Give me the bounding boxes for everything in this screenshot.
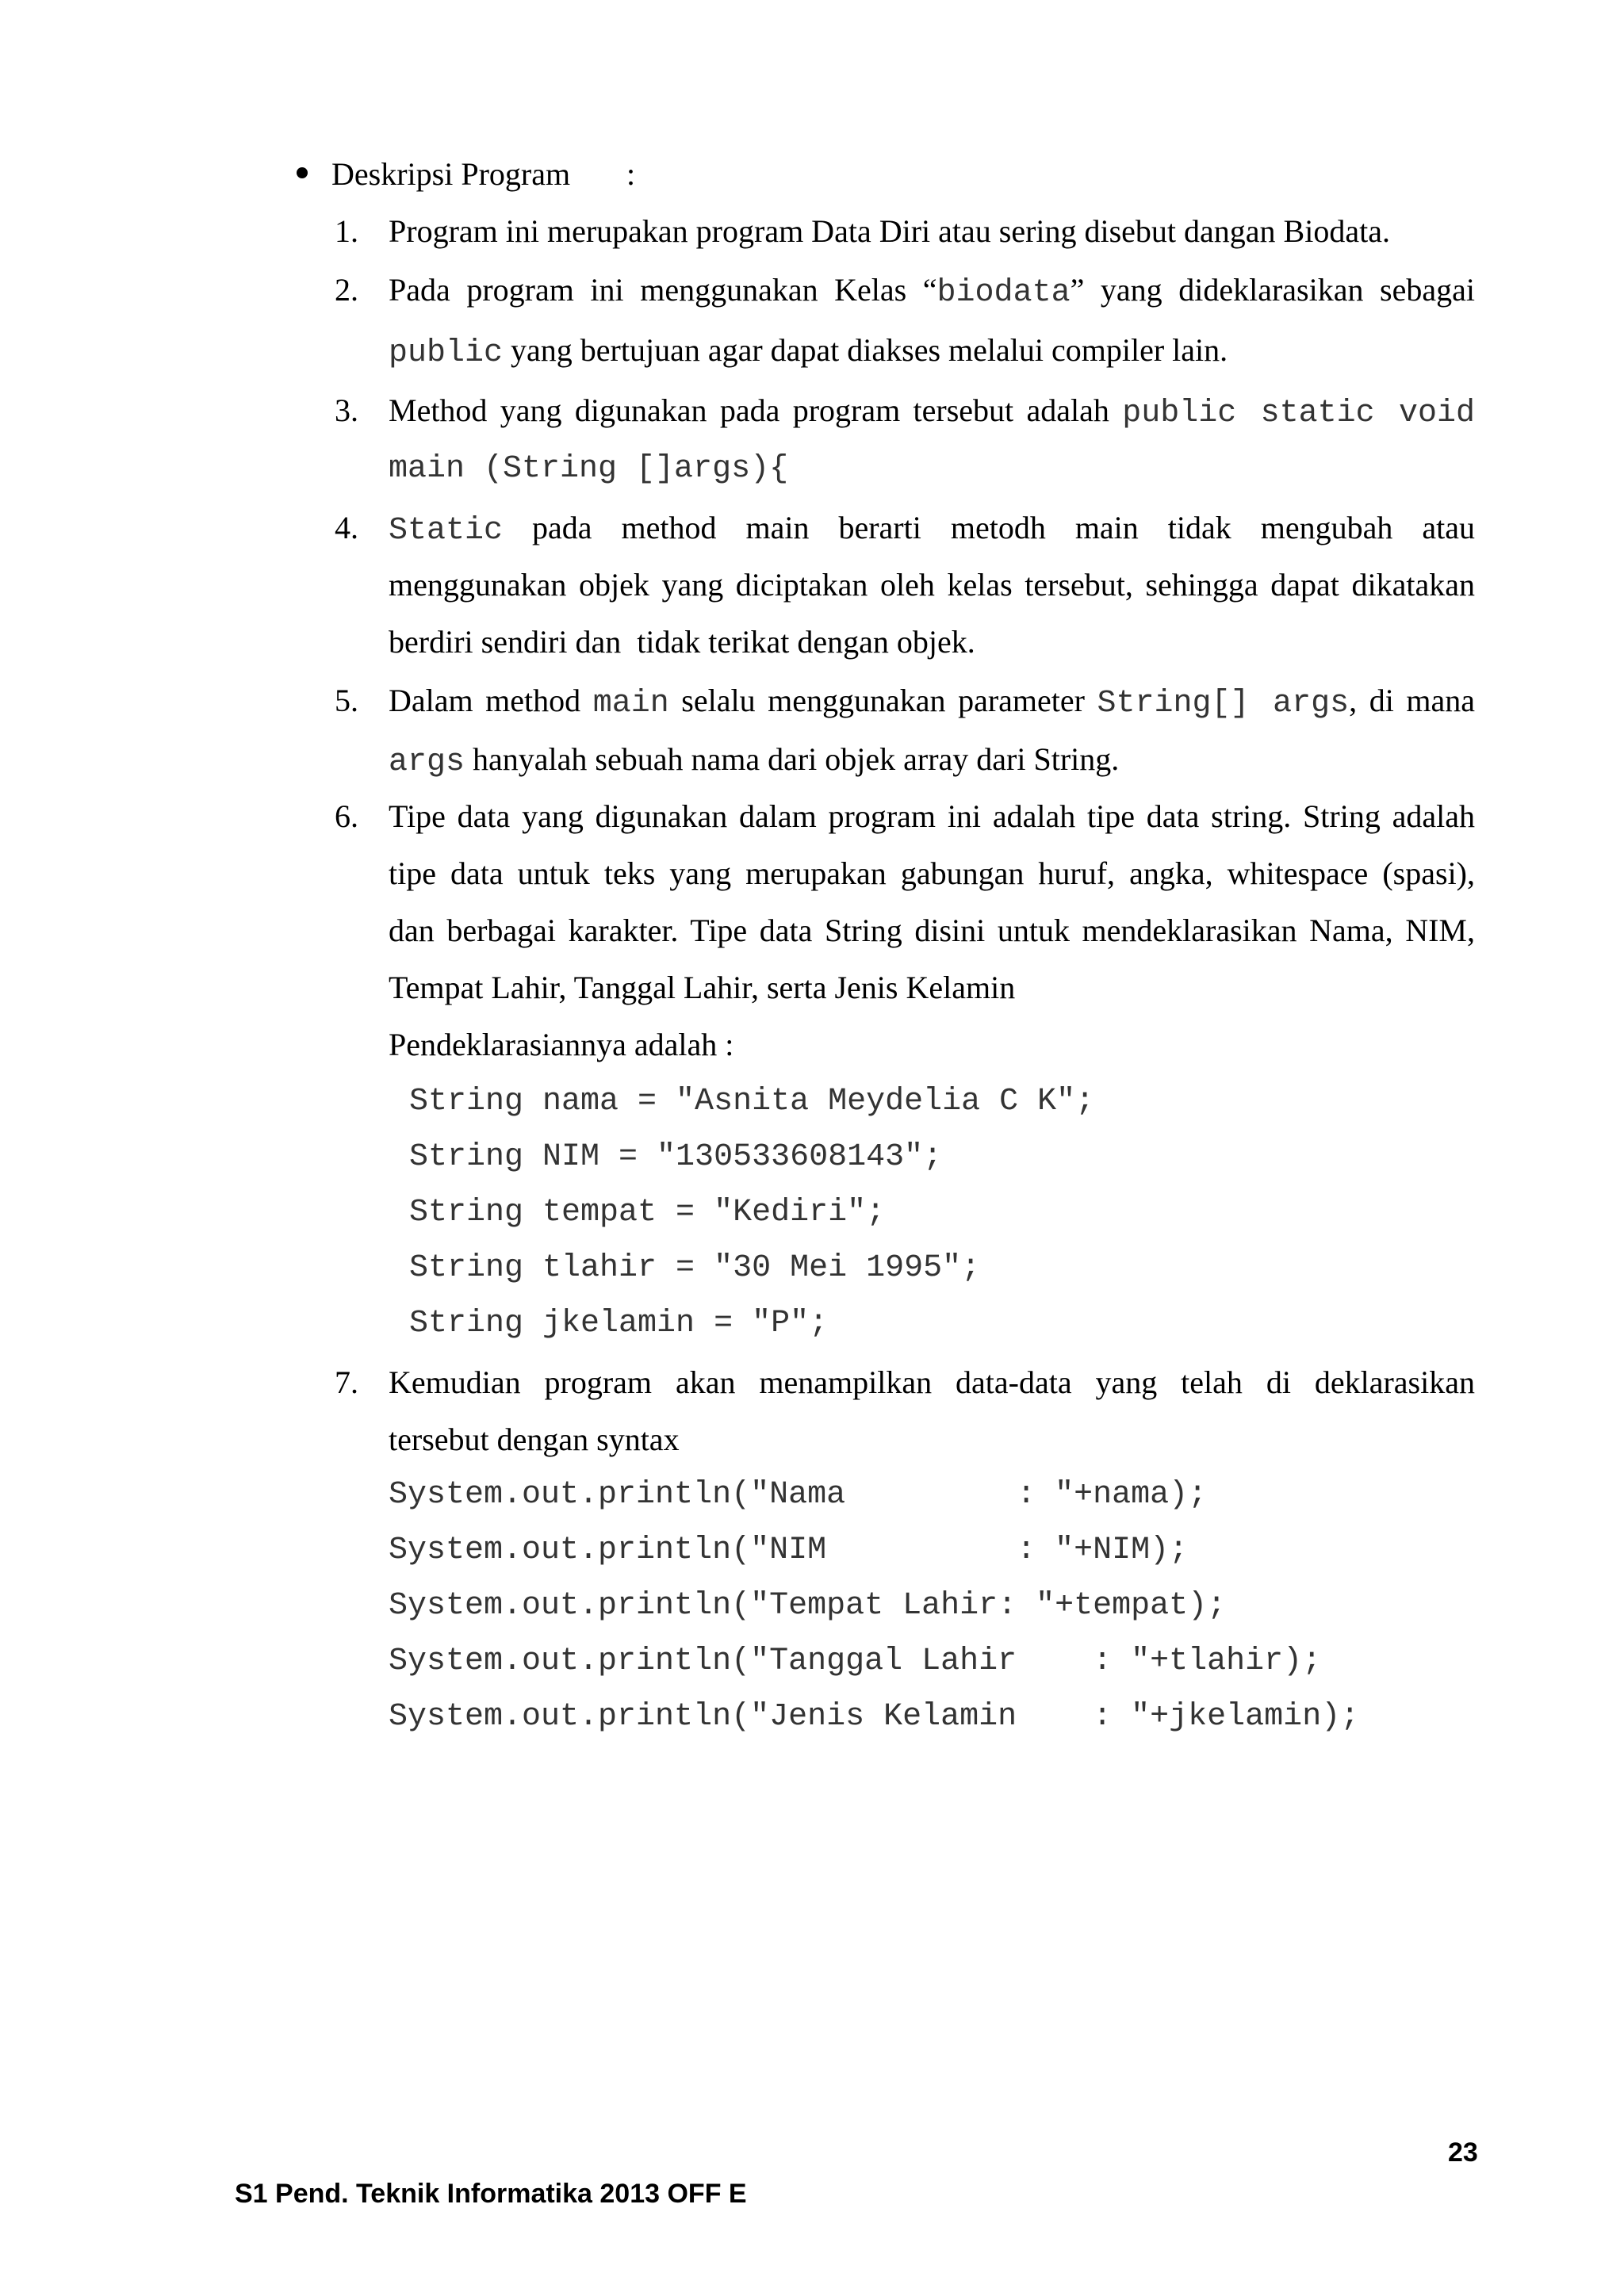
inline-code: String[] args: [1097, 686, 1350, 721]
code-line: String jkelamin = "P";: [409, 1306, 829, 1341]
code-line: String tempat = "Kediri";: [409, 1195, 886, 1230]
inline-code: biodata: [936, 275, 1071, 311]
code-line: String tlahir = "30 Mei 1995";: [409, 1250, 981, 1286]
item-number: 6.: [335, 798, 358, 834]
heading-colon: :: [626, 156, 636, 192]
item-text: Dalam method main selalu menggunakan parameter String[] args, di mana: [389, 683, 1475, 721]
inline-code: public static void: [1122, 396, 1475, 431]
item-text: args hanyalah sebuah nama dari objek array dari String.: [389, 741, 1120, 780]
item-text: tipe data untuk teks yang merupakan gabungan huruf, angka, whitespace (spasi),: [389, 855, 1475, 891]
item-number: 1.: [335, 213, 358, 249]
page-number: 23: [1448, 2137, 1478, 2168]
item-number: 4.: [335, 510, 358, 545]
item-text: Tempat Lahir, Tanggal Lahir, serta Jenis Kelamin: [389, 970, 1016, 1005]
item-text: Static pada method main berarti metodh main tidak mengubah atau: [389, 510, 1475, 549]
item-text: public yang bertujuan agar dapat diakses melalui compiler lain.: [389, 332, 1228, 371]
item-number: 2.: [335, 272, 358, 308]
item-text: Kemudian program akan menampilkan data-data yang telah di deklarasikan: [389, 1364, 1475, 1400]
item-text: tersebut dengan syntax: [389, 1422, 680, 1457]
item-text: menggunakan objek yang diciptakan oleh kelas tersebut, sehingga dapat dikatakan: [389, 567, 1475, 603]
code-line: String nama = "Asnita Meydelia C K";: [409, 1084, 1095, 1119]
item-text: Tipe data yang digunakan dalam program ini adalah tipe data string. String adalah: [389, 798, 1475, 834]
inline-code: main: [592, 686, 669, 721]
code-line: System.out.println("NIM : "+NIM);: [389, 1533, 1189, 1568]
heading-label: Deskripsi Program: [331, 156, 571, 192]
code-line: String NIM = "130533608143";: [409, 1139, 943, 1175]
code-line: System.out.println("Nama : "+nama);: [389, 1477, 1208, 1513]
inline-code: Static: [389, 513, 504, 549]
item-text: berdiri sendiri dan tidak terikat dengan objek.: [389, 624, 975, 660]
inline-code: main (String []args){: [389, 451, 789, 487]
item-number: 7.: [335, 1364, 358, 1400]
item-text: Program ini merupakan program Data Diri atau sering disebut dangan Biodata.: [389, 213, 1390, 249]
item-text: Pendeklarasiannya adalah :: [389, 1027, 734, 1062]
code-line: System.out.println("Jenis Kelamin : "+jkelamin);: [389, 1699, 1360, 1735]
footer-course: S1 Pend. Teknik Informatika 2013 OFF E: [235, 2179, 747, 2209]
item-text: Method yang digunakan pada program tersebut adalah public static void: [389, 392, 1475, 431]
code-line: System.out.println("Tanggal Lahir : "+tlahir);: [389, 1644, 1322, 1679]
item-text: dan berbagai karakter. Tipe data String disini untuk mendeklarasikan Nama, NIM,: [389, 913, 1475, 948]
code-line: System.out.println("Tempat Lahir: "+tempat);: [389, 1588, 1227, 1624]
item-number: 5.: [335, 683, 358, 718]
inline-code: public: [389, 335, 504, 371]
item-text: Pada program ini menggunakan Kelas “biodata” yang dideklarasikan sebagai: [389, 272, 1475, 311]
item-number: 3.: [335, 392, 358, 428]
inline-code: args: [389, 744, 465, 780]
bullet-icon: [297, 167, 308, 178]
